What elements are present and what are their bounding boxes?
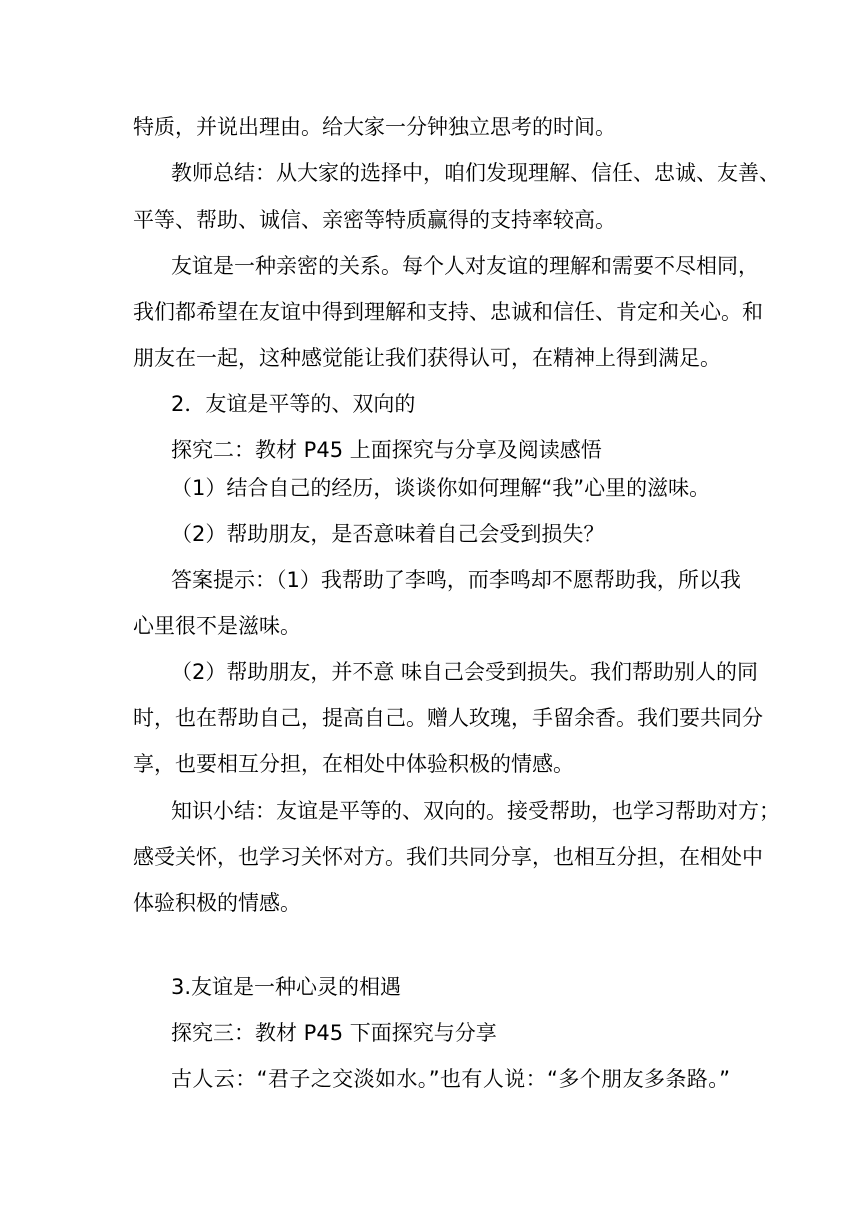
- paragraph-line: 感受关怀，也学习关怀对方。我们共同分享，也相互分担，在相处中: [133, 845, 763, 869]
- paragraph-line: 平等、帮助、诚信、亲密等特质赢得的支持率较高。: [133, 208, 616, 232]
- question-line: （2）帮助朋友，是否意味着自己会受到损失？: [171, 522, 605, 546]
- paragraph-line: 知识小结：友谊是平等的、双向的。接受帮助，也学习帮助对方；: [171, 799, 780, 823]
- paragraph-line: 享，也要相互分担，在相处中体验积极的情感。: [133, 752, 574, 776]
- paragraph-line: 教师总结：从大家的选择中，咱们发现理解、信任、忠诚、友善、: [171, 161, 780, 185]
- question-line: （1）结合自己的经历，谈谈你如何理解“我”心里的滋味。: [171, 476, 711, 500]
- section-heading: 3.友谊是一种心灵的相遇: [171, 975, 402, 999]
- paragraph-line: 探究二：教材 P45 上面探究与分享及阅读感悟: [171, 438, 602, 462]
- paragraph-line: 友谊是一种亲密的关系。每个人对友谊的理解和需要不尽相同，: [171, 254, 759, 278]
- paragraph-line: 心里很不是滋味。: [133, 614, 301, 638]
- paragraph-line: 朋友在一起，这种感觉能让我们获得认可，在精神上得到满足。: [133, 346, 721, 370]
- paragraph-line: 答案提示：（1）我帮助了李鸣，而李鸣却不愿帮助我，所以我: [171, 568, 741, 592]
- paragraph-line: 我们都希望在友谊中得到理解和支持、忠诚和信任、肯定和关心。和: [133, 300, 763, 324]
- paragraph-line: （2）帮助朋友，并不意 味自己会受到损失。我们帮助别人的同: [171, 660, 759, 684]
- paragraph-line: 探究三：教材 P45 下面探究与分享: [171, 1021, 497, 1045]
- paragraph-line: 时，也在帮助自己，提高自己。赠人玫瑰，手留余香。我们要共同分: [133, 706, 763, 730]
- paragraph-line: 特质，并说出理由。给大家一分钟独立思考的时间。: [133, 115, 616, 139]
- paragraph-line: 体验积极的情感。: [133, 891, 301, 915]
- section-heading: 2．友谊是平等的、双向的: [171, 392, 416, 416]
- paragraph-line: 古人云：“君子之交淡如水。”也有人说：“多个朋友多条路。”: [171, 1067, 730, 1091]
